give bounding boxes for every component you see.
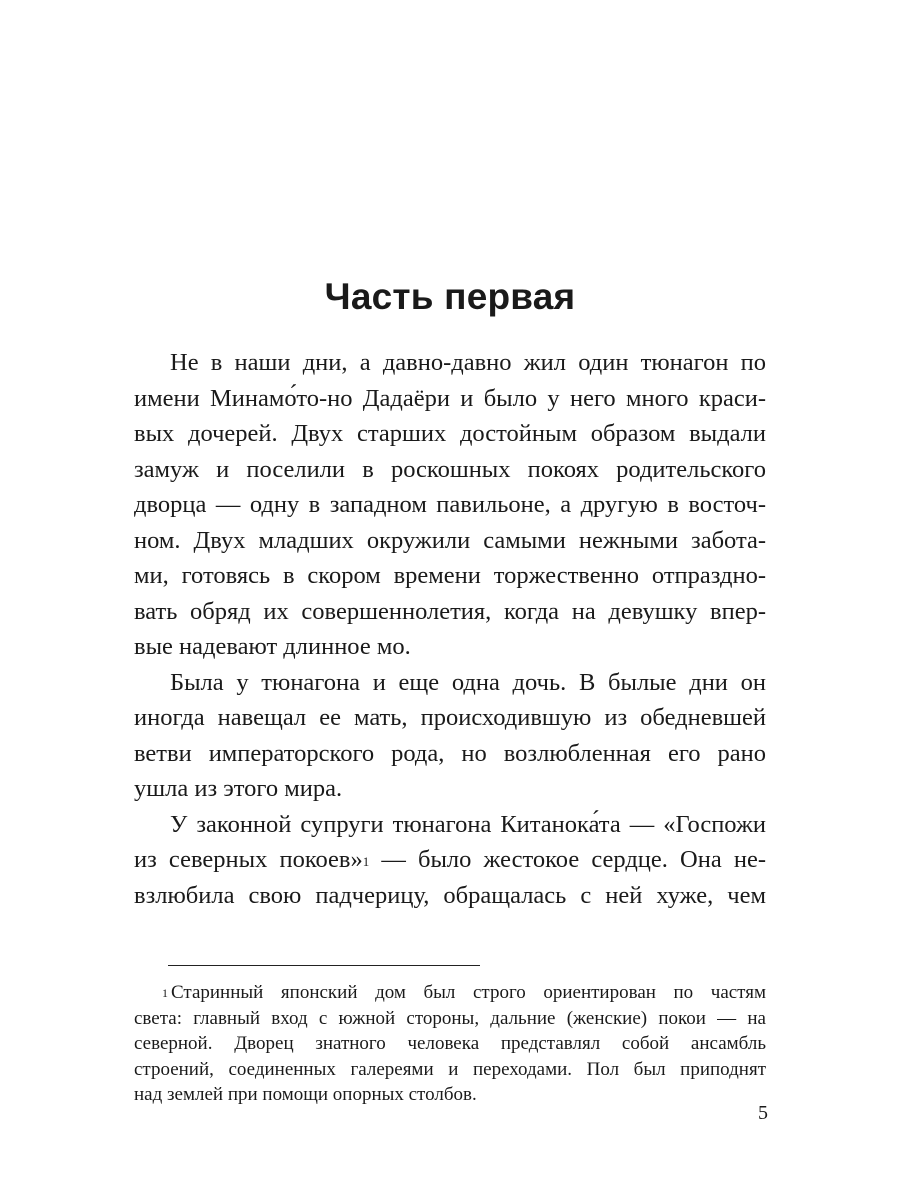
paragraph-line: Не в наши дни, а давно-давно жил один тюнагон по [170, 349, 766, 376]
paragraph-line: замуж и поселили в роскошных покоях родительского [134, 455, 766, 483]
paragraph-2 [134, 665, 766, 807]
text-before-footnote: из северных покоев» [134, 846, 363, 873]
footnote [134, 980, 766, 1108]
footnote-line: строений, соединенных галереями и переходами. Пол был приподнят [134, 1058, 766, 1080]
paragraph-line: дворца — одну в западном павильоне, а другую в восточ- [134, 491, 766, 518]
body-text [134, 345, 766, 913]
paragraph-1 [134, 345, 766, 665]
footnote-text: Старинный японский дом был строго ориентирован по частям [171, 982, 766, 1003]
page-number: 5 [758, 1102, 768, 1124]
footnote-line: над землей при помощи опорных столбов. [134, 1084, 477, 1105]
paragraph-line: вых дочерей. Двух старших достойным образом выдали [134, 420, 766, 447]
paragraph-line: иногда навещал ее мать, происходившую из обедневшей [134, 704, 766, 731]
paragraph-line: ном. Двух младших окружили самыми нежными забота- [134, 526, 766, 554]
paragraph-line: вые надевают длинное мо. [134, 633, 411, 660]
footnote-line: северной. Дворец знатного человека представлял собой ансамбль [134, 1033, 766, 1054]
paragraph-line: Была у тюнагона и еще одна дочь. В былые дни он [170, 668, 766, 696]
paragraph-line [134, 842, 766, 878]
footnote-marker: 1 [162, 986, 168, 1000]
paragraph-line: У законной супруги тюнагона Китанока́та — «Госпожи [170, 810, 766, 838]
paragraph-3 [134, 807, 766, 914]
paragraph-line: ветви императорского рода, но возлюбленная его рано [134, 739, 766, 767]
paragraph-line: взлюбила свою падчерицу, обращалась с ней хуже, чем [134, 881, 766, 909]
paragraph-line: ушла из этого мира. [134, 775, 343, 802]
paragraph-line: имени Минамо́то-но Дадаёри и было у него много краси- [134, 384, 766, 412]
text-after-footnote: — было жестокое сердце. Она не- [369, 846, 766, 873]
footnote-line: света: главный вход с южной стороны, дальние (женские) покои — на [134, 1007, 766, 1029]
footnote-line [134, 980, 766, 1006]
footnote-reference[interactable]: 1 [362, 854, 370, 869]
paragraph-line: вать обряд их совершеннолетия, когда на девушку впер- [134, 597, 766, 625]
paragraph-line: ми, готовясь в скором времени торжественно отпраздно- [134, 562, 766, 589]
chapter-title: Часть первая [324, 276, 576, 317]
footnote-divider [168, 965, 480, 966]
